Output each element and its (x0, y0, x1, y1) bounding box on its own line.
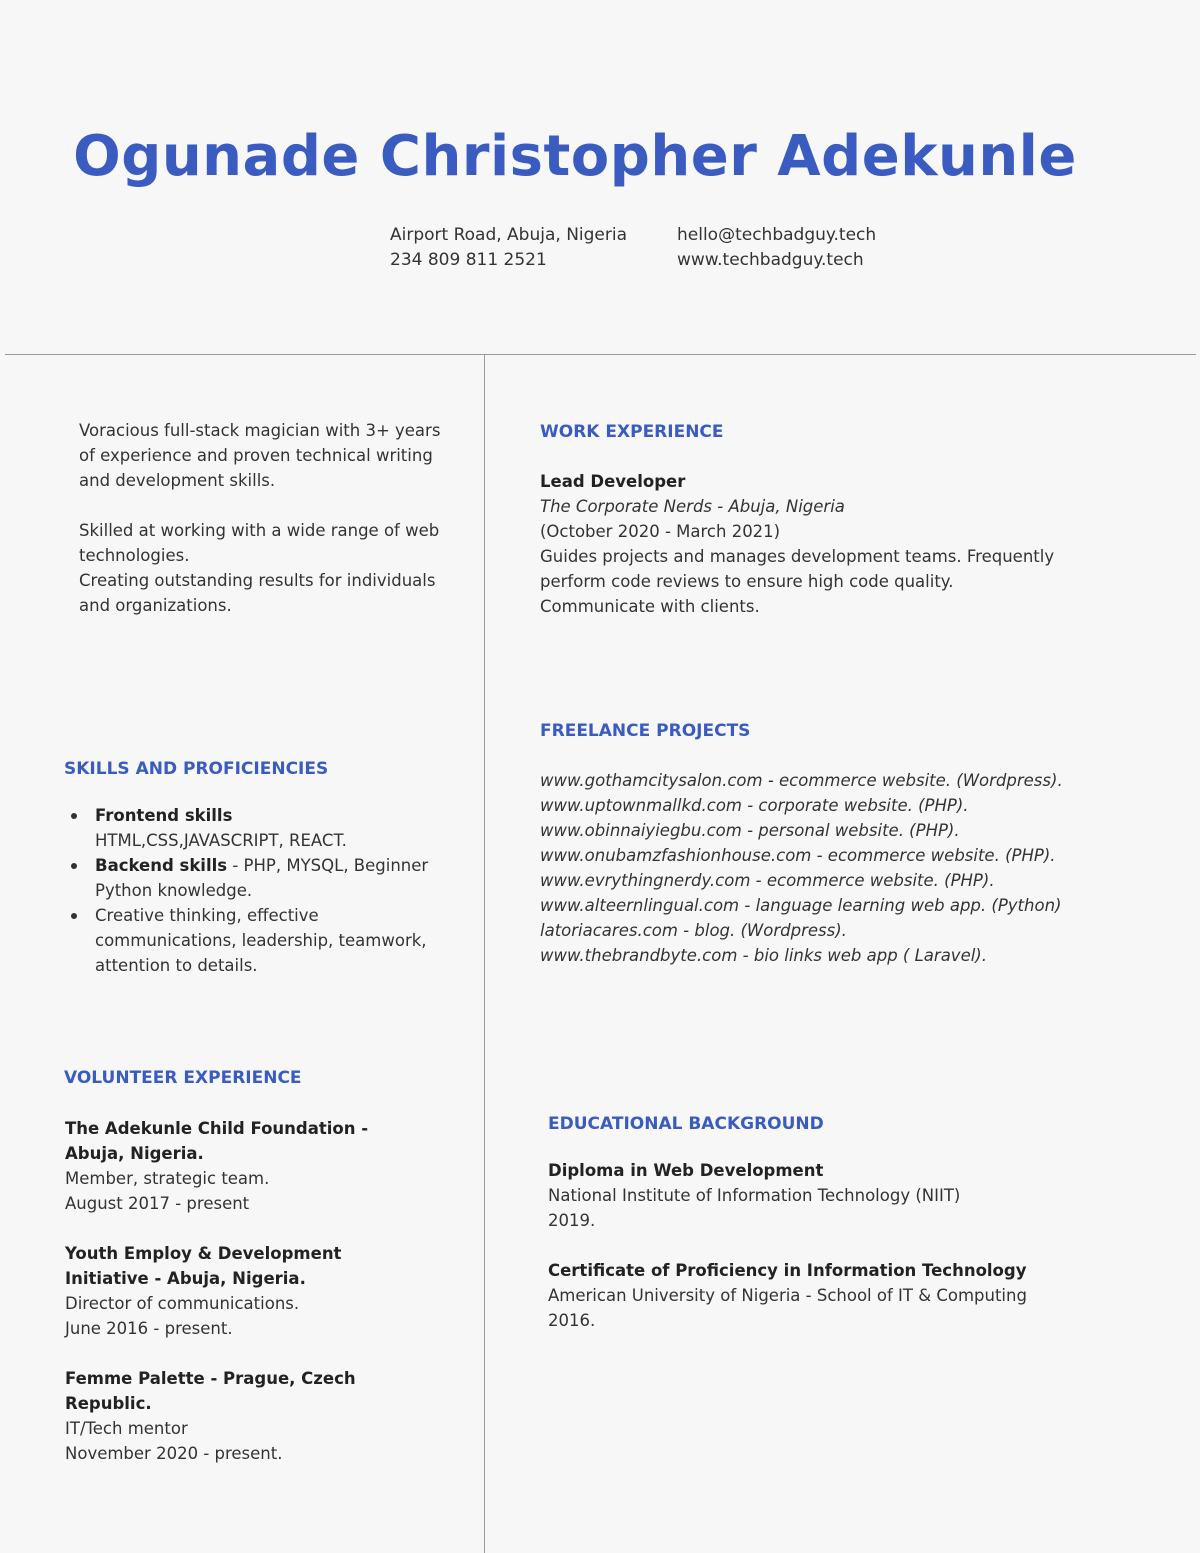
phone: 234 809 811 2521 (390, 250, 547, 270)
freelance-item: www.gothamcitysalon.com - ecommerce website. (Wordpress). (540, 771, 1063, 790)
education-school: National Institute of Information Technology (NIIT) (548, 1186, 961, 1205)
skill-title: Frontend skills (95, 806, 233, 825)
volunteer-dates: November 2020 - present. (65, 1444, 283, 1463)
work-entry (540, 469, 1065, 619)
skill-title: Backend skills (95, 856, 228, 875)
freelance-item: www.evrythingnerdy.com - ecommerce website. (PHP). (540, 871, 995, 890)
skill-detail: Creative thinking, effective communications, leadership, teamwork, attention to details. (95, 906, 427, 975)
freelance-item: latoriacares.com - blog. (Wordpress). (540, 921, 847, 940)
education-degree: Diploma in Web Development (548, 1161, 824, 1180)
freelance-item: www.uptownmallkd.com - corporate website. (PHP). (540, 796, 969, 815)
skills-heading: SKILLS AND PROFICIENCIES (64, 759, 329, 779)
summary (79, 418, 449, 618)
skill-detail: - PHP, MYSQL, Beginner Python knowledge. (95, 856, 429, 900)
job-company: The Corporate Nerds - Abuja, Nigeria (540, 497, 845, 516)
education-year: 2019. (548, 1211, 596, 1230)
vertical-divider (484, 355, 485, 1553)
freelance-item: www.thebrandbyte.com - bio links web app ( Laravel). (540, 946, 987, 965)
email-link[interactable]: hello@techbadguy.tech (677, 225, 877, 245)
skill-item (64, 853, 429, 903)
skills-list (64, 803, 429, 978)
volunteer-list (65, 1116, 425, 1466)
volunteer-role: Director of communications. (65, 1294, 300, 1313)
volunteer-entry (65, 1366, 425, 1466)
contact-right (677, 223, 876, 273)
horizontal-divider (5, 354, 1196, 355)
contact-left (390, 223, 627, 273)
education-entry (548, 1258, 1088, 1333)
volunteer-entry (65, 1116, 425, 1216)
education-entry (548, 1158, 1088, 1233)
freelance-item: www.alteernlingual.com - language learning web app. (Python) (540, 896, 1062, 915)
work-heading: WORK EXPERIENCE (540, 422, 724, 442)
job-dates: (October 2020 - March 2021) (540, 522, 781, 541)
education-degree: Certificate of Proficiency in Information Technology (548, 1261, 1027, 1280)
summary-paragraph: Creating outstanding results for individuals and organizations. (79, 571, 436, 615)
volunteer-org: Youth Employ & Development Initiative - Abuja, Nigeria. (65, 1244, 342, 1288)
website-link[interactable]: www.techbadguy.tech (677, 250, 864, 270)
skill-detail: HTML,CSS,JAVASCRIPT, REACT. (95, 831, 347, 850)
volunteer-role: Member, strategic team. (65, 1169, 270, 1188)
freelance-list (540, 768, 1100, 968)
skill-item (64, 903, 429, 978)
volunteer-org: The Adekunle Child Foundation - Abuja, Nigeria. (65, 1119, 369, 1163)
summary-paragraph: Voracious full-stack magician with 3+ years of experience and proven technical writing and development skills. (79, 421, 441, 490)
education-year: 2016. (548, 1311, 596, 1330)
volunteer-dates: August 2017 - present (65, 1194, 250, 1213)
candidate-name: Ogunade Christopher Adekunle (73, 124, 1077, 189)
skill-item (64, 803, 429, 853)
volunteer-dates: June 2016 - present. (65, 1319, 233, 1338)
education-school: American University of Nigeria - School of IT & Computing (548, 1286, 1027, 1305)
education-list (548, 1158, 1088, 1333)
volunteer-role: IT/Tech mentor (65, 1419, 188, 1438)
freelance-item: www.obinnaiyiegbu.com - personal website. (PHP). (540, 821, 960, 840)
freelance-heading: FREELANCE PROJECTS (540, 721, 751, 741)
freelance-item: www.onubamzfashionhouse.com - ecommerce website. (PHP). (540, 846, 1056, 865)
job-title: Lead Developer (540, 472, 686, 491)
volunteer-heading: VOLUNTEER EXPERIENCE (64, 1068, 302, 1088)
volunteer-entry (65, 1241, 425, 1341)
education-heading: EDUCATIONAL BACKGROUND (548, 1114, 824, 1134)
volunteer-org: Femme Palette - Prague, Czech Republic. (65, 1369, 356, 1413)
summary-paragraph: Skilled at working with a wide range of web technologies. (79, 521, 440, 565)
address: Airport Road, Abuja, Nigeria (390, 225, 628, 245)
job-description: Guides projects and manages development teams. Frequently perform code reviews to ensure high code quality. Communicate with clients. (540, 547, 1055, 616)
